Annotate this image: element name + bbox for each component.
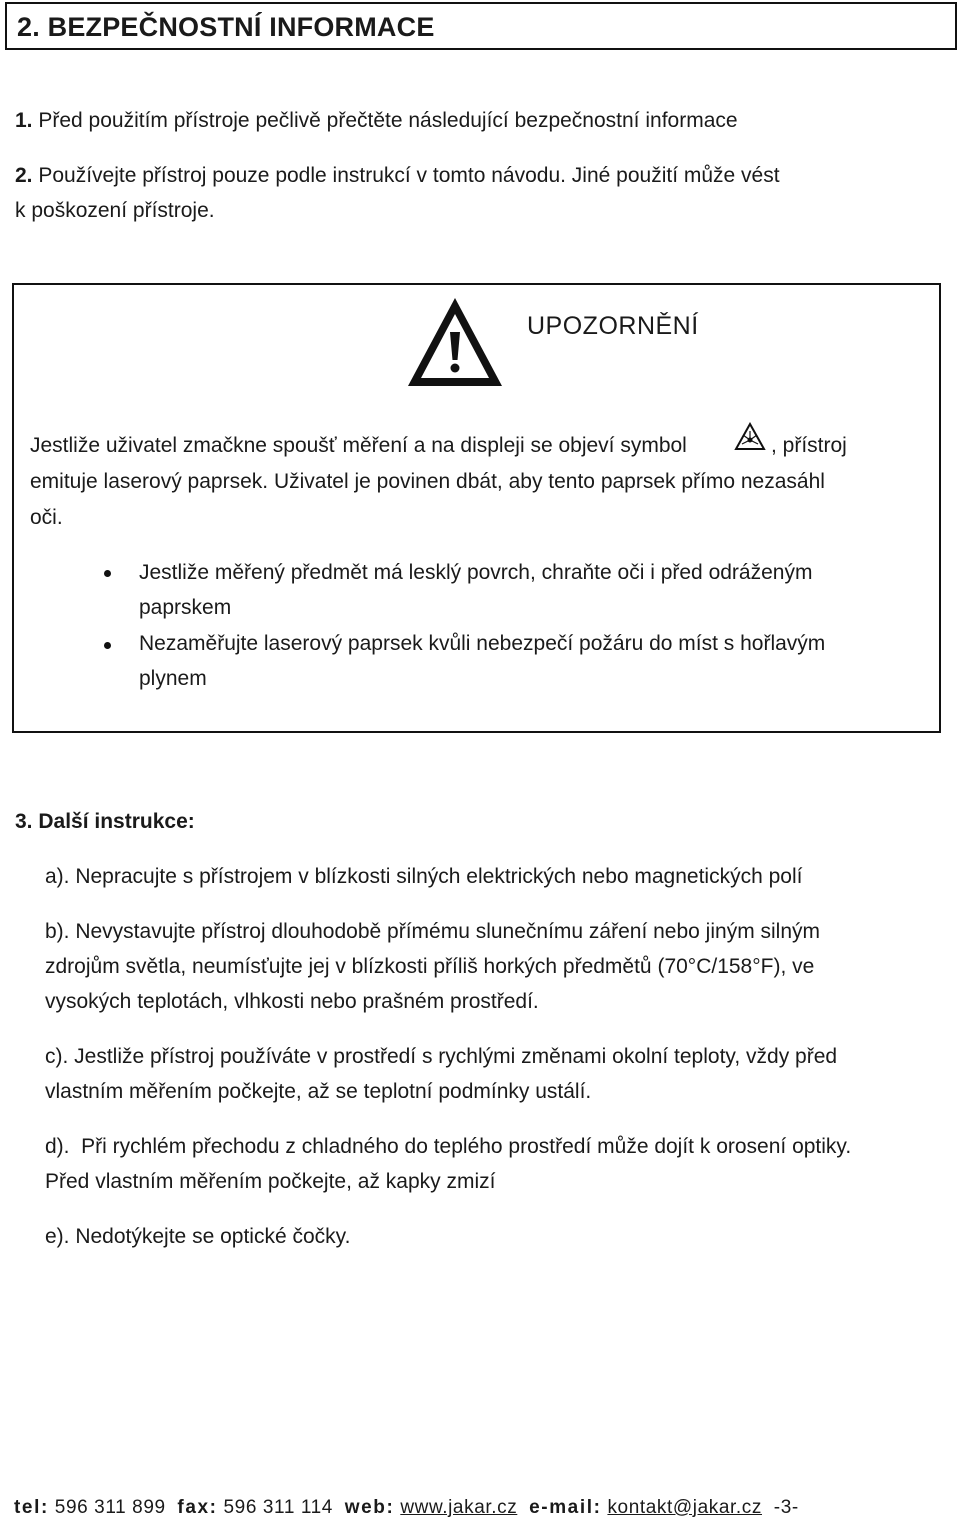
section-header-box	[5, 2, 957, 50]
instruction-b-line3: vysokých teplotách, vlhkosti nebo prašném prostředí.	[45, 990, 539, 1013]
footer-page-number: -3-	[773, 1497, 799, 1518]
footer-tel-label: tel:	[14, 1497, 49, 1518]
warning-line-2: emituje laserový paprsek. Uživatel je povinen dbát, aby tento paprsek přímo nezasáhl	[30, 470, 825, 493]
warning-bullet-1-line2: paprskem	[139, 596, 232, 619]
instruction-c-line2: vlastním měřením počkejte, až se teplotní podmínky ustálí.	[45, 1080, 592, 1103]
instruction-c-line1: c). Jestliže přístroj používáte v prostředí s rychlými změnami okolní teploty, vždy před	[45, 1045, 838, 1068]
instruction-b-line1: b). Nevystavujte přístroj dlouhodobě přímému slunečnímu záření nebo jiným silným	[45, 920, 821, 943]
bullet-dot-2	[104, 642, 111, 649]
instruction-b-line2: zdrojům světla, neumísťujte jej v blízkosti příliš horkých předmětů (70°C/158°F), ve	[45, 955, 815, 978]
laser-symbol-icon	[734, 422, 766, 452]
footer-fax-label: fax:	[177, 1497, 218, 1518]
footer-email-link[interactable]: kontakt@jakar.cz	[607, 1497, 762, 1518]
warning-bullet-1-line1: Jestliže měřený předmět má lesklý povrch, chraňte oči i před odráženým	[139, 561, 813, 584]
intro-item-1-number: 1.	[15, 109, 33, 132]
instruction-d-line2: Před vlastním měřením počkejte, až kapky zmizí	[45, 1170, 496, 1193]
page-footer	[14, 1497, 799, 1519]
footer-tel: 596 311 899	[54, 1497, 166, 1518]
section-3-title: 3. Další instrukce:	[15, 810, 195, 833]
warning-bullet-2-line1: Nezaměřujte laserový paprsek kvůli nebezpečí požáru do míst s hořlavým	[139, 632, 826, 655]
footer-fax: 596 311 114	[223, 1497, 333, 1518]
intro-item-2-text: Používejte přístroj pouze podle instrukcí v tomto návodu. Jiné použití může vést	[38, 164, 780, 187]
intro-item-2-line2: k poškození přístroje.	[15, 199, 215, 222]
instruction-e: e). Nedotýkejte se optické čočky.	[45, 1225, 351, 1248]
intro-item-1-text: Před použitím přístroje pečlivě přečtěte následující bezpečnostní informace	[38, 109, 738, 132]
warning-line-3: oči.	[30, 506, 63, 529]
warning-line-1b: , přístroj	[771, 434, 847, 457]
instruction-d-line1: d). Při rychlém přechodu z chladného do teplého prostředí může dojít k orosení optiky.	[45, 1135, 852, 1158]
footer-web-link[interactable]: www.jakar.cz	[400, 1497, 518, 1518]
intro-item-2	[15, 159, 780, 193]
footer-web-label: web:	[344, 1497, 395, 1518]
warning-triangle-icon	[405, 294, 505, 390]
warning-title: UPOZORNĚNÍ	[527, 312, 699, 340]
section-title: 2. BEZPEČNOSTNÍ INFORMACE	[17, 12, 435, 42]
warning-bullet-2-line2: plynem	[139, 667, 207, 690]
footer-email-label: e-mail:	[529, 1497, 602, 1518]
warning-line-1a: Jestliže uživatel zmačkne spoušť měření a na displeji se objeví symbol	[30, 434, 687, 457]
intro-item-1	[15, 104, 738, 138]
intro-item-2-number: 2.	[15, 164, 33, 187]
bullet-dot-1	[104, 570, 111, 577]
instruction-a: a). Nepracujte s přístrojem v blízkosti silných elektrických nebo magnetických polí	[45, 865, 803, 888]
